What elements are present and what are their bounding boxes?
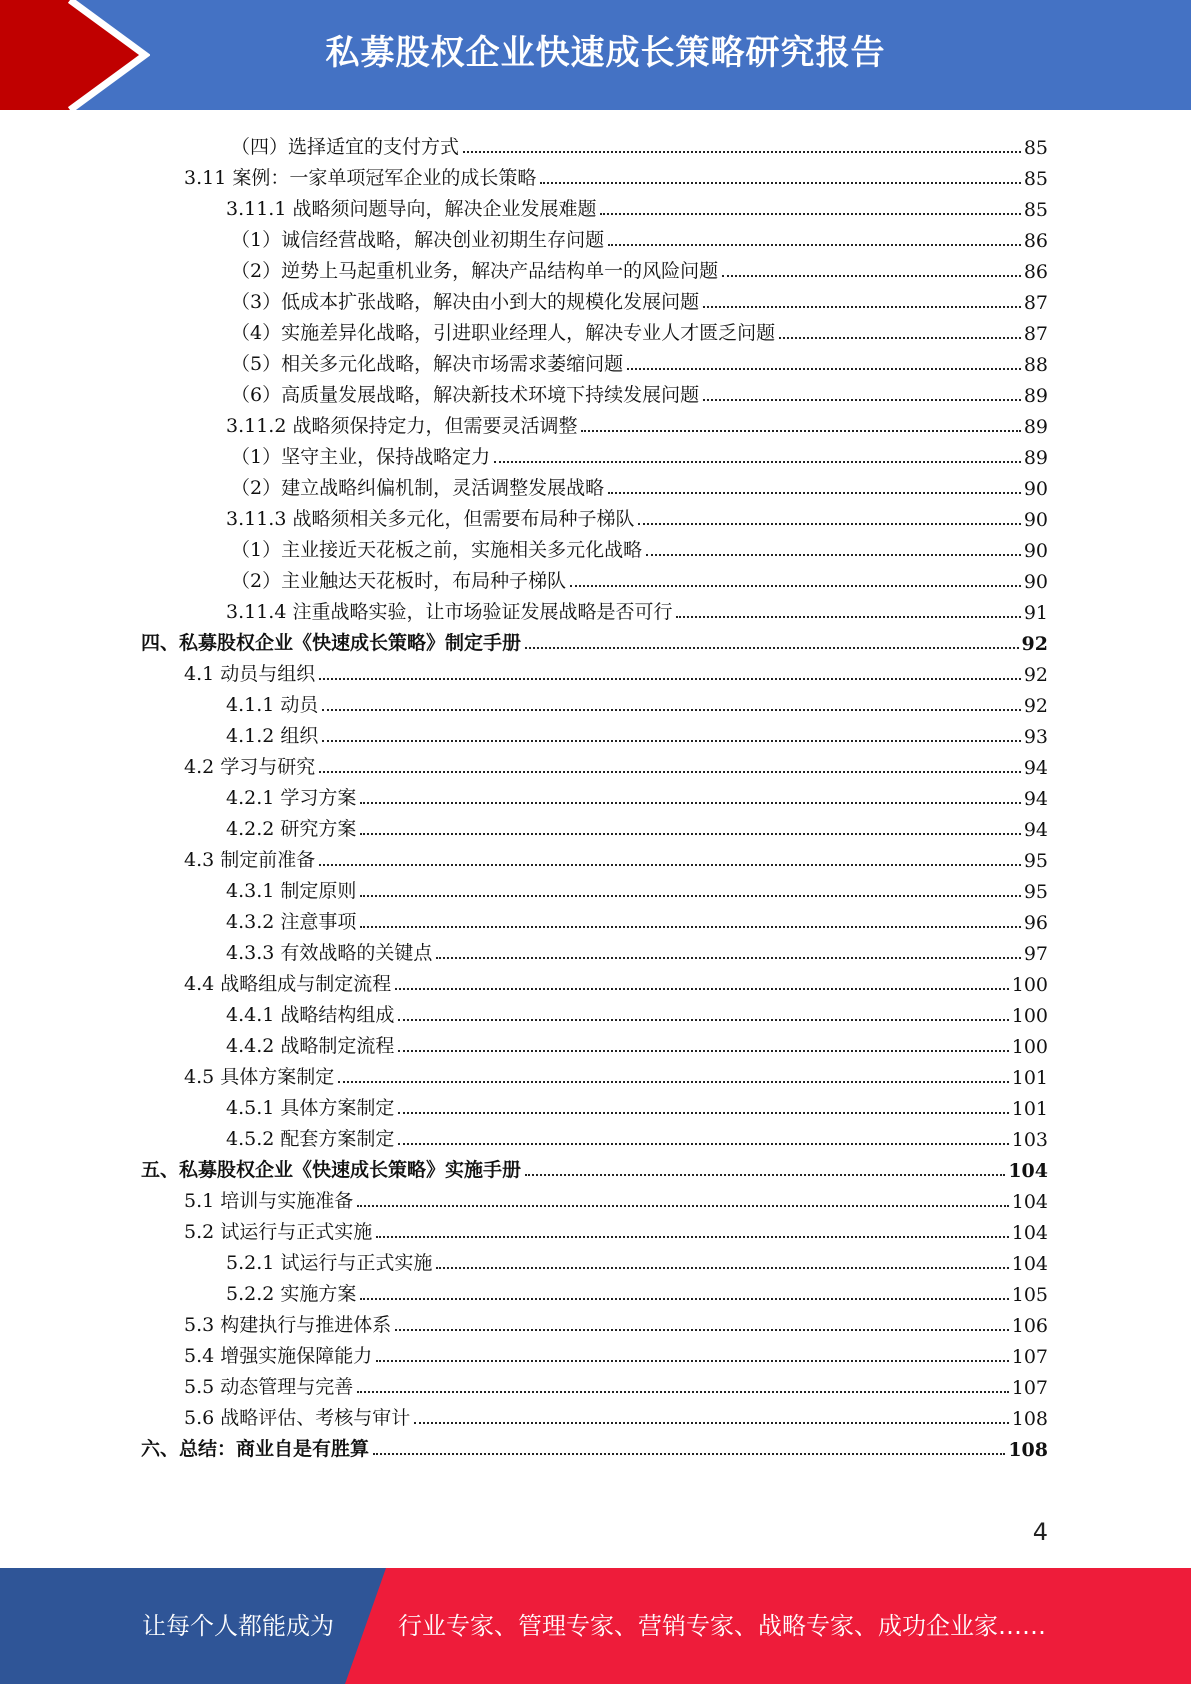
- dot-leader: [627, 368, 1021, 370]
- dot-leader: [600, 213, 1020, 215]
- toc-entry-page: 90: [1023, 571, 1048, 593]
- dot-leader: [373, 1453, 1005, 1455]
- toc-entry-label: （1）主业接近天花板之前，实施相关多元化战略: [231, 539, 643, 561]
- toc-entry[interactable]: [226, 593, 1048, 624]
- toc-entry[interactable]: [184, 159, 1048, 190]
- toc-entry-page: 104: [1011, 1253, 1048, 1275]
- toc-entry-label: 5.1 培训与实施准备: [184, 1190, 354, 1212]
- toc-entry-label: 五、私募股权企业《快速成长策略》实施手册: [141, 1159, 522, 1181]
- toc-entry-label: 4.3 制定前准备: [184, 849, 316, 871]
- toc-entry-label: 4.2.1 学习方案: [226, 787, 357, 809]
- toc-entry-page: 85: [1023, 137, 1048, 159]
- dot-leader: [436, 957, 1020, 959]
- toc-entry-label: 5.4 增强实施保障能力: [184, 1345, 373, 1367]
- toc-entry[interactable]: [184, 1058, 1048, 1089]
- toc-entry-label: 3.11 案例：一家单项冠军企业的成长策略: [184, 167, 537, 189]
- toc-entry-label: 5.2 试运行与正式实施: [184, 1221, 373, 1243]
- toc-entry-label: 4.5.1 具体方案制定: [226, 1097, 395, 1119]
- dot-leader: [581, 430, 1020, 432]
- page-number: 4: [1032, 1518, 1048, 1546]
- toc-entry-page: 90: [1023, 478, 1048, 500]
- toc-entry[interactable]: [226, 686, 1048, 717]
- toc-entry-page: 91: [1023, 602, 1048, 624]
- toc-entry-label: 4.5 具体方案制定: [184, 1066, 335, 1088]
- dot-leader: [398, 1112, 1008, 1114]
- dot-leader: [703, 399, 1021, 401]
- toc-entry[interactable]: [226, 1089, 1048, 1120]
- dot-leader: [570, 585, 1021, 587]
- toc-entry-page: 101: [1011, 1098, 1048, 1120]
- toc-entry[interactable]: [231, 252, 1048, 283]
- toc-chapter[interactable]: [141, 1151, 1048, 1182]
- toc-entry-page: 89: [1023, 447, 1048, 469]
- toc-chapter[interactable]: [141, 1430, 1048, 1461]
- toc-entry[interactable]: [226, 407, 1048, 438]
- toc-entry[interactable]: [231, 376, 1048, 407]
- toc-chapter[interactable]: [141, 624, 1048, 655]
- dot-leader: [398, 1019, 1008, 1021]
- toc-entry[interactable]: [231, 314, 1048, 345]
- toc-entry-page: 95: [1023, 850, 1048, 872]
- toc-entry[interactable]: [231, 562, 1048, 593]
- toc-entry[interactable]: [226, 779, 1048, 810]
- dot-leader: [360, 895, 1020, 897]
- toc-entry-page: 87: [1023, 323, 1048, 345]
- footer-slogan-right: 行业专家、管理专家、营销专家、战略专家、成功企业家……: [398, 1612, 1046, 1640]
- toc-entry-label: （1）诚信经营战略，解决创业初期生存问题: [231, 229, 605, 251]
- toc-entry[interactable]: [226, 1027, 1048, 1058]
- toc-entry-label: 3.11.2 战略须保持定力，但需要灵活调整: [226, 415, 578, 437]
- dot-leader: [319, 678, 1021, 680]
- dot-leader: [779, 337, 1021, 339]
- toc-entry-label: （1）坚守主业，保持战略定力: [231, 446, 491, 468]
- toc-entry-page: 90: [1023, 509, 1048, 531]
- toc-entry-label: 5.2.2 实施方案: [226, 1283, 357, 1305]
- toc-entry[interactable]: [226, 934, 1048, 965]
- dot-leader: [360, 833, 1020, 835]
- toc-entry-label: （3）低成本扩张战略，解决由小到大的规模化发展问题: [231, 291, 700, 313]
- toc-entry-page: 107: [1011, 1346, 1048, 1368]
- toc-entry-label: （5）相关多元化战略，解决市场需求萎缩问题: [231, 353, 624, 375]
- toc-entry-page: 107: [1011, 1377, 1048, 1399]
- toc-entry-page: 85: [1023, 168, 1048, 190]
- toc-entry[interactable]: [184, 748, 1048, 779]
- toc-entry-page: 85: [1023, 199, 1048, 221]
- dot-leader: [376, 1236, 1008, 1238]
- toc-entry[interactable]: [231, 469, 1048, 500]
- toc-entry-label: 4.1 动员与组织: [184, 663, 316, 685]
- dot-leader: [398, 1050, 1008, 1052]
- toc-entry-label: 4.4 战略组成与制定流程: [184, 973, 392, 995]
- toc-entry-page: 104: [1011, 1191, 1048, 1213]
- toc-entry-page: 101: [1011, 1067, 1048, 1089]
- toc-entry[interactable]: [226, 1244, 1048, 1275]
- dot-leader: [395, 988, 1008, 990]
- toc-entry-page: 90: [1023, 540, 1048, 562]
- toc-entry-label: （2）建立战略纠偏机制，灵活调整发展战略: [231, 477, 605, 499]
- toc-entry[interactable]: [184, 841, 1048, 872]
- toc-entry-page: 86: [1023, 261, 1048, 283]
- toc-entry[interactable]: [226, 1275, 1048, 1306]
- toc-entry[interactable]: [226, 810, 1048, 841]
- toc-entry-page: 104: [1011, 1222, 1048, 1244]
- toc-entry-page: 92: [1023, 664, 1048, 686]
- dot-leader: [398, 1143, 1008, 1145]
- page-header: [0, 0, 1191, 110]
- dot-leader: [395, 1329, 1008, 1331]
- dot-leader: [376, 1360, 1008, 1362]
- toc-entry[interactable]: [231, 345, 1048, 376]
- toc-entry-label: 4.3.3 有效战略的关键点: [226, 942, 433, 964]
- page-footer: [0, 1568, 1191, 1684]
- dot-leader: [360, 802, 1020, 804]
- toc-entry-page: 94: [1023, 788, 1048, 810]
- dot-leader: [525, 647, 1019, 649]
- toc-entry[interactable]: [231, 438, 1048, 469]
- toc-entry-label: 4.1.2 组织: [226, 725, 319, 747]
- dot-leader: [360, 1298, 1008, 1300]
- dot-leader: [646, 554, 1021, 556]
- toc-entry-label: 5.6 战略评估、考核与审计: [184, 1407, 411, 1429]
- dot-leader: [319, 864, 1021, 866]
- toc-entry[interactable]: [184, 965, 1048, 996]
- dot-leader: [360, 926, 1020, 928]
- toc-entry[interactable]: [184, 1337, 1048, 1368]
- toc-entry-label: （四）选择适宜的支付方式: [231, 136, 460, 158]
- toc-entry[interactable]: [226, 903, 1048, 934]
- dot-leader: [357, 1205, 1008, 1207]
- toc-entry-label: 3.11.1 战略须问题导向，解决企业发展难题: [226, 198, 597, 220]
- toc-entry-page: 89: [1023, 385, 1048, 407]
- dot-leader: [638, 523, 1020, 525]
- dot-leader: [608, 492, 1021, 494]
- toc-entry[interactable]: [226, 872, 1048, 903]
- toc-entry-page: 100: [1011, 1005, 1048, 1027]
- toc-entry-label: 4.4.2 战略制定流程: [226, 1035, 395, 1057]
- report-title: 私募股权企业快速成长策略研究报告: [325, 33, 886, 73]
- dot-leader: [463, 151, 1021, 153]
- toc-entry-page: 103: [1011, 1129, 1048, 1151]
- toc-entry-page: 100: [1011, 1036, 1048, 1058]
- toc-entry-label: 5.2.1 试运行与正式实施: [226, 1252, 433, 1274]
- dot-leader: [322, 709, 1020, 711]
- dot-leader: [676, 616, 1020, 618]
- toc-entry-page: 96: [1023, 912, 1048, 934]
- toc-entry-page: 88: [1023, 354, 1048, 376]
- dot-leader: [436, 1267, 1008, 1269]
- toc-entry[interactable]: [184, 1182, 1048, 1213]
- dot-leader: [357, 1391, 1008, 1393]
- dot-leader: [319, 771, 1021, 773]
- dot-leader: [608, 244, 1021, 246]
- dot-leader: [414, 1422, 1008, 1424]
- toc-entry-label: 4.3.1 制定原则: [226, 880, 357, 902]
- toc-entry[interactable]: [231, 283, 1048, 314]
- toc-entry[interactable]: [226, 500, 1048, 531]
- dot-leader: [322, 740, 1020, 742]
- toc-entry[interactable]: [184, 1368, 1048, 1399]
- dot-leader: [494, 461, 1021, 463]
- toc-entry-page: 97: [1023, 943, 1048, 965]
- toc-entry[interactable]: [226, 717, 1048, 748]
- toc-entry-label: 4.2.2 研究方案: [226, 818, 357, 840]
- dot-leader: [722, 275, 1021, 277]
- footer-slogan-left: 让每个人都能成为: [142, 1612, 334, 1640]
- toc-entry-page: 94: [1023, 757, 1048, 779]
- toc-entry-page: 92: [1021, 633, 1048, 655]
- toc-entry-page: 92: [1023, 695, 1048, 717]
- toc-entry[interactable]: [184, 655, 1048, 686]
- dot-leader: [338, 1081, 1008, 1083]
- toc-entry-page: 93: [1023, 726, 1048, 748]
- toc-entry-page: 95: [1023, 881, 1048, 903]
- toc-entry-page: 87: [1023, 292, 1048, 314]
- toc-entry-label: （4）实施差异化战略，引进职业经理人，解决专业人才匮乏问题: [231, 322, 776, 344]
- toc-entry-label: 六、总结：商业自是有胜算: [141, 1438, 370, 1460]
- toc-entry[interactable]: [231, 531, 1048, 562]
- toc-entry[interactable]: [184, 1306, 1048, 1337]
- toc-entry-label: （2）主业触达天花板时，布局种子梯队: [231, 570, 567, 592]
- toc-entry-page: 108: [1011, 1408, 1048, 1430]
- toc-entry-label: 四、私募股权企业《快速成长策略》制定手册: [141, 632, 522, 654]
- toc-entry-label: 4.4.1 战略结构组成: [226, 1004, 395, 1026]
- dot-leader: [525, 1174, 1005, 1176]
- toc-entry[interactable]: [184, 1399, 1048, 1430]
- toc-entry-label: 4.3.2 注意事项: [226, 911, 357, 933]
- dot-leader: [540, 182, 1020, 184]
- toc-entry-page: 94: [1023, 819, 1048, 841]
- toc-entry-label: 5.3 构建执行与推进体系: [184, 1314, 392, 1336]
- toc-entry-page: 105: [1011, 1284, 1048, 1306]
- toc-entry-label: （6）高质量发展战略，解决新技术环境下持续发展问题: [231, 384, 700, 406]
- toc-entry-page: 100: [1011, 974, 1048, 996]
- toc-entry[interactable]: [226, 996, 1048, 1027]
- toc-entry[interactable]: [226, 190, 1048, 221]
- toc-entry-label: （2）逆势上马起重机业务，解决产品结构单一的风险问题: [231, 260, 719, 282]
- toc-entry[interactable]: [184, 1213, 1048, 1244]
- dot-leader: [703, 306, 1021, 308]
- toc-entry-label: 3.11.4 注重战略实验，让市场验证发展战略是否可行: [226, 601, 673, 623]
- toc-entry-label: 4.5.2 配套方案制定: [226, 1128, 395, 1150]
- toc-entry-label: 4.1.1 动员: [226, 694, 319, 716]
- toc-entry-page: 104: [1008, 1160, 1048, 1182]
- toc-entry-page: 108: [1008, 1439, 1048, 1461]
- toc-entry-label: 4.2 学习与研究: [184, 756, 316, 778]
- toc-entry[interactable]: [231, 221, 1048, 252]
- toc-entry-label: 3.11.3 战略须相关多元化，但需要布局种子梯队: [226, 508, 635, 530]
- toc-entry-page: 106: [1011, 1315, 1048, 1337]
- toc-entry-page: 86: [1023, 230, 1048, 252]
- toc-entry-page: 89: [1023, 416, 1048, 438]
- toc-entry[interactable]: [231, 128, 1048, 159]
- toc-entry[interactable]: [226, 1120, 1048, 1151]
- toc-entry-label: 5.5 动态管理与完善: [184, 1376, 354, 1398]
